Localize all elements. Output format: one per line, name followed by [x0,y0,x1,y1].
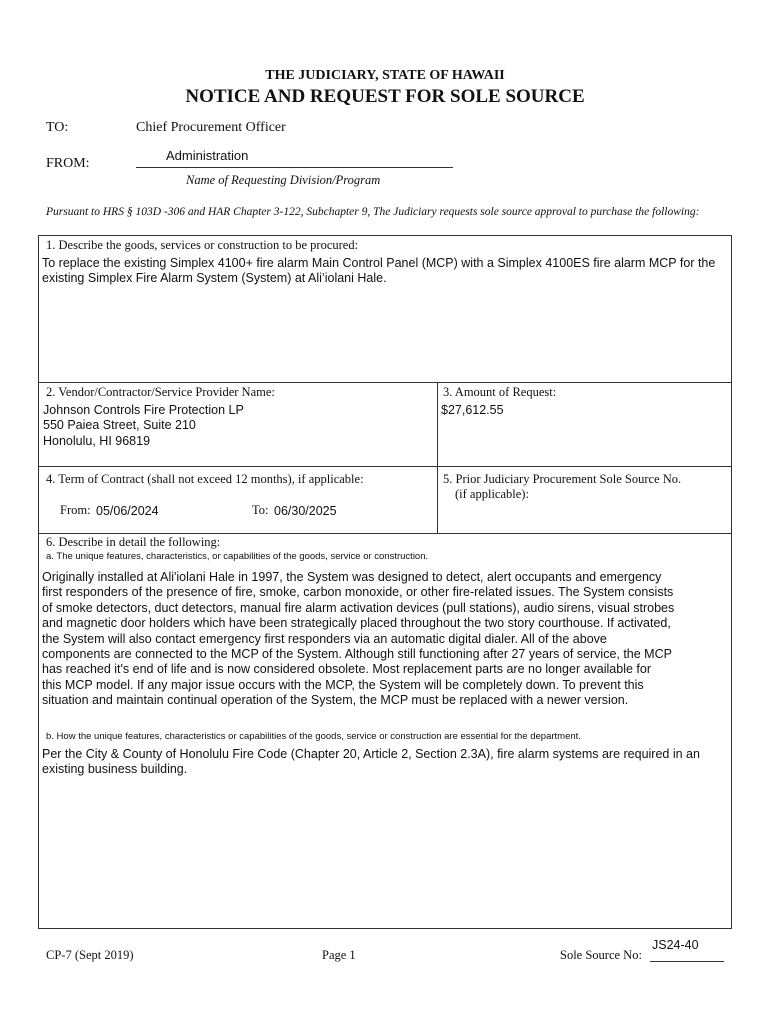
header-agency: THE JUDICIARY, STATE OF HAWAII [265,68,505,83]
section-6b-line: existing business building. [42,762,188,777]
form-id: CP-7 (Sept 2019) [46,948,134,962]
section-4-title: 4. Term of Contract (shall not exceed 12 months), if applicable: [46,472,364,486]
section-6b-line: Per the City & County of Honolulu Fire Code (Chapter 20, Article 2, Section 2.3A), fire alarm systems are required in an [42,747,700,761]
section-1-line: existing Simplex Fire Alarm System (System) at Ali’iolani Hale. [42,271,387,286]
sole-source-label: Sole Source No: [560,948,642,962]
section-6a-line: and magnetic door holders which have been strategically placed throughout the two story courthouse. If activated, [42,616,671,631]
section-3-title: 3. Amount of Request: [443,385,557,399]
section-6a-line: has reached it's end of life and is now considered obsolete. Most replacement parts are no longer available for [42,662,651,677]
term-to-label: To: [252,503,269,517]
section-6a-line: components are connected to the MCP of the System. Although still functioning after 27 years of service, the MCP [42,647,672,662]
section-4-box [38,466,438,534]
term-to-value[interactable]: 06/30/2025 [274,504,337,518]
section-5-box [437,466,732,534]
section-6a-line: situation and maintain continual operation of the System, the MCP must be replaced with a newer version. [42,693,629,708]
intro-text: Pursuant to HRS § 103D -306 and HAR Chapter 3-122, Subchapter 9, The Judiciary requests sole source approval to purchase the following: [46,206,700,218]
page-title: NOTICE AND REQUEST FOR SOLE SOURCE [185,86,585,107]
section-6a-label: a. The unique features, characteristics, or capabilities of the goods, service or construction. [46,551,429,562]
section-1-text[interactable] [42,256,732,287]
section-6a-line: Originally installed at Ali'iolani Hale in 1997, the System was designed to detect, alert occupants and emergency [42,570,662,584]
section-6a-text[interactable] [42,570,732,709]
to-label: TO: [46,120,69,135]
amount-value[interactable]: $27,612.55 [441,403,504,417]
from-label: FROM: [46,156,90,171]
term-from-label: From: [60,503,91,517]
sole-source-value[interactable]: JS24-40 [652,938,699,952]
section-2-title: 2. Vendor/Contractor/Service Provider Name: [46,385,275,399]
section-6b-text[interactable] [42,747,732,778]
vendor-name: Johnson Controls Fire Protection LP [43,403,244,417]
sole-source-underline [650,961,724,962]
section-1-title: 1. Describe the goods, services or construction to be procured: [46,238,359,252]
section-6a-line: this MCP model. If any major issue occurs with the MCP, the System will be completely down. To prevent this [42,677,644,692]
vendor-city: Honolulu, HI 96819 [43,433,151,448]
vendor-address[interactable] [43,403,244,449]
section-6b-label: b. How the unique features, characteristics or capabilities of the goods, service or construction are essential for the department. [46,731,581,742]
section-6a-line: of smoke detectors, duct detectors, manual fire alarm activation devices (pull stations), audio sirens, visual strobes [42,600,675,615]
section-3-box [437,382,732,467]
vendor-street: 550 Paiea Street, Suite 210 [43,418,196,433]
section-1-line: To replace the existing Simplex 4100+ fire alarm Main Control Panel (MCP) with a Simplex 4100ES fire alarm MCP for the [42,256,716,270]
section-6-box [38,533,732,929]
section-6a-line: first responders of the presence of fire, smoke, carbon monoxide, or other fire-related issues. The System consists [42,585,674,600]
term-from-value[interactable]: 05/06/2024 [96,504,159,518]
section-2-box [38,382,438,467]
from-caption: Name of Requesting Division/Program [186,173,381,187]
section-1-box [38,235,732,383]
from-value[interactable]: Administration [166,148,249,163]
section-5-subtitle: (if applicable): [455,487,529,501]
from-underline [136,167,453,168]
to-value: Chief Procurement Officer [136,120,286,135]
section-6a-line: the System will also contact emergency first responders via an automatic digital dialer. All of the above [42,631,607,646]
page-number: Page 1 [322,948,356,962]
section-6-title: 6. Describe in detail the following: [46,535,221,549]
section-5-title: 5. Prior Judiciary Procurement Sole Source No. [443,472,682,486]
